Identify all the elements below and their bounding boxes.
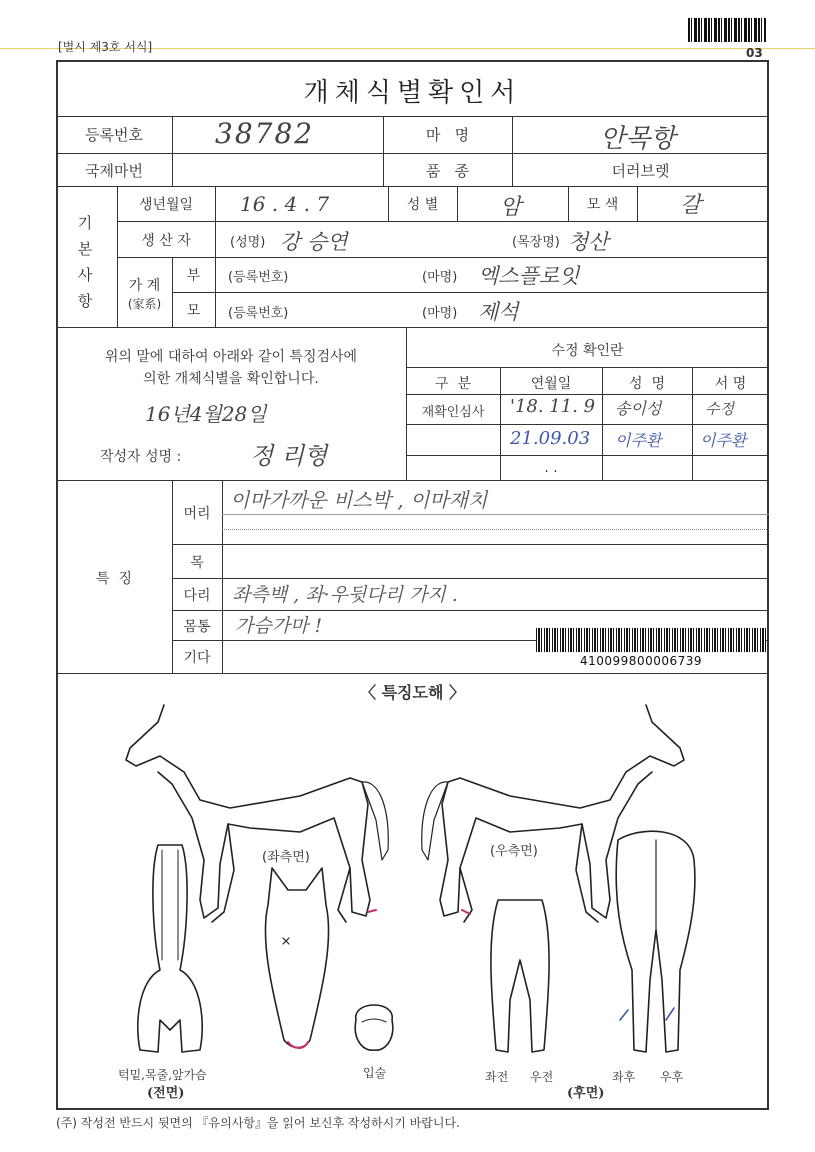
revision-col-date: 연월일 bbox=[530, 376, 572, 392]
head-value: 이마가까운 비스박 , 이마재치 bbox=[230, 488, 488, 512]
right-side-label: (우측면) bbox=[490, 844, 538, 859]
fore-right-label: 우전 bbox=[530, 1070, 554, 1084]
farm-value: 청산 bbox=[568, 230, 609, 254]
revision-row-date: '18. 11. 9 bbox=[510, 396, 596, 417]
barcode-number: 410099800006739 bbox=[580, 654, 703, 668]
dam-reg-label: (등록번호) bbox=[228, 306, 289, 321]
chest-label: 턱밑,목줄,앞가슴 bbox=[118, 1068, 207, 1082]
statement-line2: 의한 개체식별을 확인합니다. bbox=[143, 371, 319, 387]
revision-row-sign: 수정 bbox=[705, 400, 734, 418]
color-value: 갈 bbox=[680, 193, 702, 218]
horse-front-view bbox=[138, 845, 202, 1052]
statement-line1: 위의 말에 대하여 아래와 같이 특징검사에 bbox=[104, 349, 358, 365]
sire-reg-label: (등록번호) bbox=[228, 270, 289, 285]
revision-title: 수정 확인란 bbox=[551, 343, 624, 359]
left-side-label: (좌측면) bbox=[262, 850, 310, 865]
reg-no-value: 38782 bbox=[215, 117, 315, 150]
birth-label: 생년월일 bbox=[138, 197, 194, 213]
legs-value: 좌측백 , 좌·우뒷다리 가지 . bbox=[232, 584, 458, 606]
pedigree-hanja: (家系) bbox=[127, 297, 162, 311]
breeder-name-value: 강 승연 bbox=[280, 230, 348, 254]
writer-value: 정 리형 bbox=[250, 442, 328, 470]
revision-col-type: 구 분 bbox=[435, 376, 471, 392]
revision-row-name: 이주환 bbox=[615, 431, 662, 450]
horse-diagram bbox=[100, 700, 720, 1090]
writer-label: 작성자 성명 : bbox=[100, 449, 182, 465]
horse-rear-view bbox=[616, 831, 695, 1052]
form-label: [별시 제3호 서식] bbox=[58, 40, 153, 54]
revision-col-name: 성 명 bbox=[629, 376, 665, 392]
dam-name-label: (마명) bbox=[422, 306, 458, 321]
rear-label: (후면) bbox=[567, 1086, 605, 1101]
body-value: 가슴가마 ! bbox=[235, 615, 323, 637]
revision-row-name: 송이성 bbox=[615, 399, 662, 418]
breed-value: 더러브렛 bbox=[611, 162, 670, 180]
document-title: 개체식별확인서 bbox=[303, 78, 522, 108]
sire-name-label: (마명) bbox=[422, 270, 458, 285]
other-label: 기다 bbox=[183, 650, 211, 666]
feature-barcode bbox=[536, 628, 766, 652]
features-section-label: 특 징 bbox=[96, 571, 132, 587]
revision-row-date: . . bbox=[544, 460, 558, 476]
breeder-name-label: (성명) bbox=[230, 235, 266, 250]
birth-value: 16 . 4 . 7 bbox=[240, 192, 330, 216]
revision-row-type: 재확인심사 bbox=[421, 405, 485, 420]
intl-no-label: 국제마번 bbox=[85, 162, 143, 180]
farm-label: (목장명) bbox=[512, 235, 560, 250]
fore-left-label: 좌전 bbox=[485, 1070, 509, 1084]
horse-name-label: 마 명 bbox=[425, 126, 470, 144]
reg-no-label: 등록번호 bbox=[85, 126, 143, 144]
legs-label: 다리 bbox=[183, 588, 211, 604]
revision-row-sign: 이주환 bbox=[700, 431, 747, 450]
breeder-label: 생 산 자 bbox=[141, 233, 191, 249]
revision-col-sign: 서 명 bbox=[714, 376, 747, 392]
horse-fore-legs bbox=[491, 900, 549, 1052]
diagram-title: 〈 특징도해 〉 bbox=[360, 683, 465, 702]
confirm-date: 16년4월28일 bbox=[145, 402, 267, 426]
sire-name-value: 엑스플로잇 bbox=[478, 264, 580, 288]
horse-right-side bbox=[422, 705, 684, 922]
neck-label: 목 bbox=[190, 555, 204, 571]
dam-label: 모 bbox=[186, 303, 201, 319]
dam-name-value: 제석 bbox=[478, 300, 519, 324]
sex-value: 암 bbox=[500, 195, 522, 220]
sire-label: 부 bbox=[186, 268, 201, 284]
head-label: 머리 bbox=[183, 506, 211, 522]
breed-label: 품 종 bbox=[425, 162, 470, 180]
footer-note: (주) 작성전 반드시 뒷면의 『유의사항』을 읽어 보신후 작성하시기 바랍니다. bbox=[56, 1116, 460, 1130]
basic-section-label: 기본사항 bbox=[77, 214, 93, 310]
hind-left-label: 좌후 bbox=[612, 1070, 636, 1084]
lips-label: 입술 bbox=[363, 1066, 387, 1080]
pedigree-label: 가 계 bbox=[128, 278, 161, 294]
horse-head-front bbox=[265, 868, 328, 1048]
revision-row-date: 21.09.03 bbox=[510, 428, 591, 449]
body-label: 몸통 bbox=[183, 619, 211, 635]
sex-label: 성 별 bbox=[406, 197, 439, 213]
horse-lips bbox=[355, 1005, 393, 1050]
horse-left-side bbox=[126, 705, 388, 922]
page-barcode bbox=[688, 18, 766, 42]
page-number: 03 bbox=[746, 46, 763, 60]
front-label: (전면) bbox=[147, 1086, 185, 1101]
color-label: 모 색 bbox=[586, 197, 619, 213]
horse-name-value: 안목항 bbox=[600, 124, 676, 154]
hind-right-label: 우후 bbox=[660, 1070, 684, 1084]
